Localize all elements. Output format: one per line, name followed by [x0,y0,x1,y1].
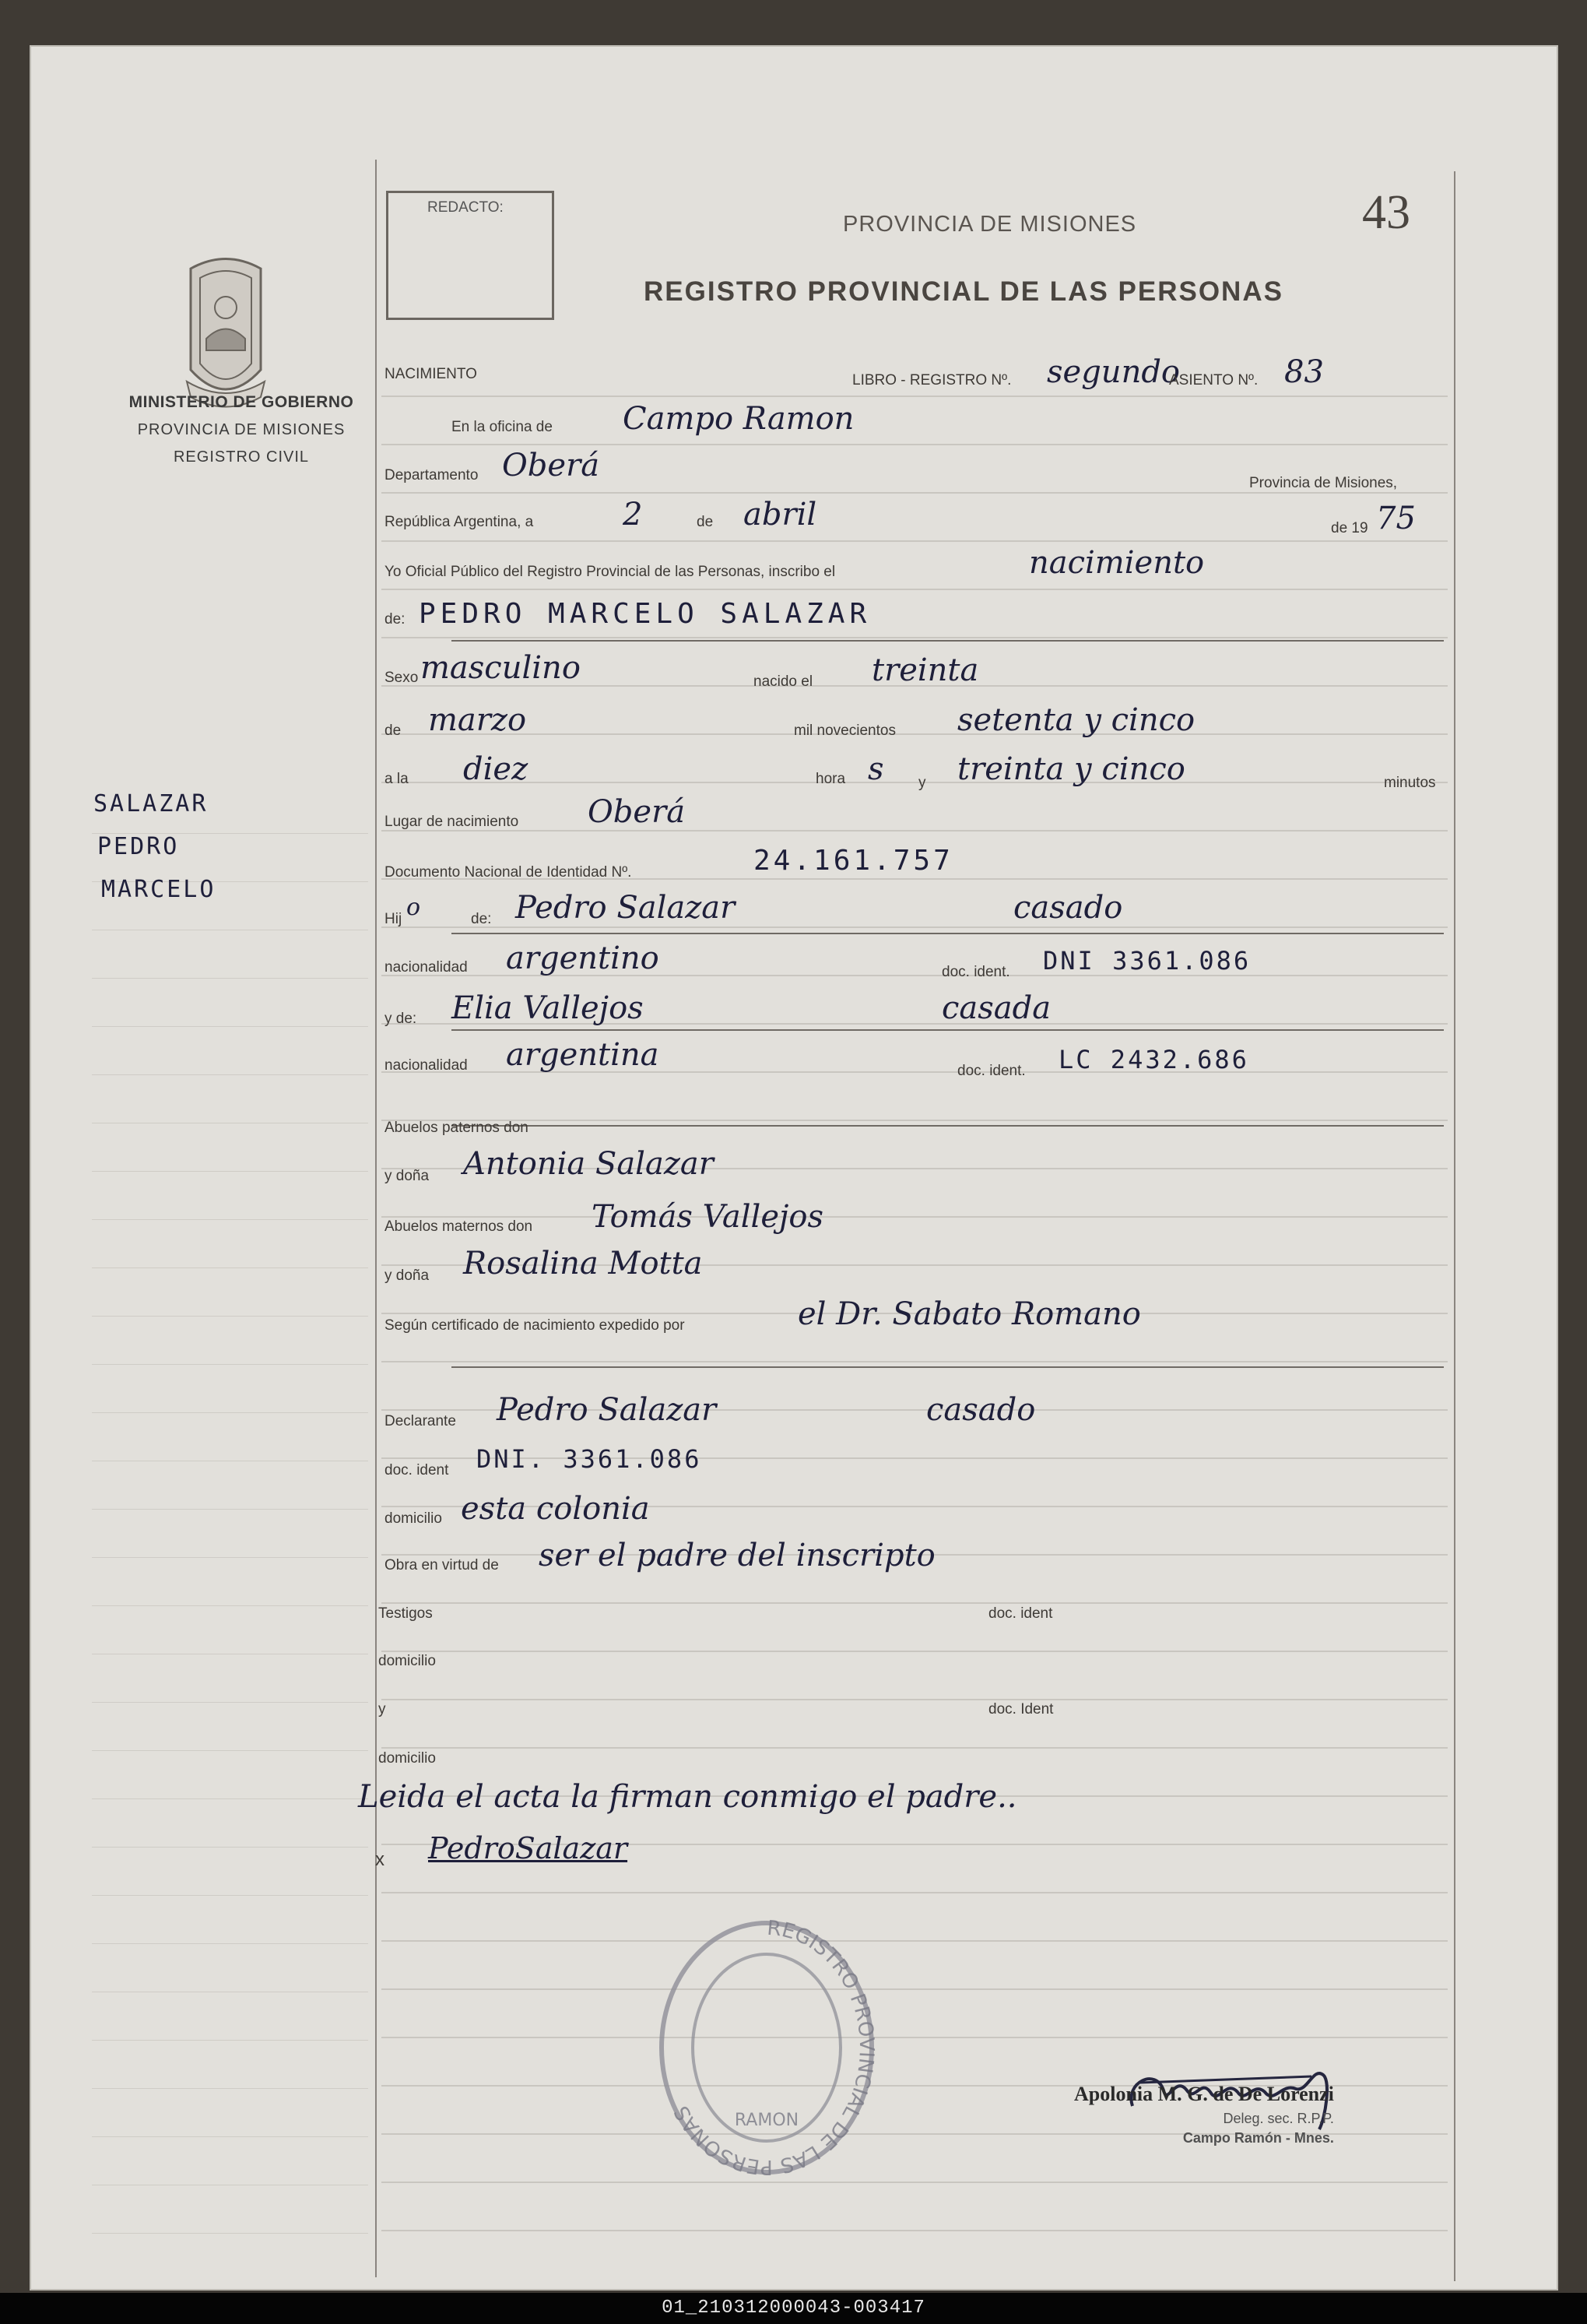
de-padre-label: de: [471,911,492,927]
horas-label: hora [816,771,846,787]
lugar-value: Oberá [588,794,686,830]
form-rule-line [381,1940,1448,1942]
form-rule-line [381,2037,1448,2038]
form-rule-line [381,926,1448,928]
margin-rule-line [92,1895,368,1896]
mes-value: abril [743,497,817,533]
declarante-estado: casado [926,1392,1036,1428]
folio-number: 43 [1362,186,1410,239]
margin-rule-line [92,2233,368,2234]
form-rule-line [381,1602,1448,1604]
form-rule-line [381,1988,1448,1990]
declarante-doc-value: DNI. 3361.086 [476,1444,702,1474]
form-rule-line [381,492,1448,494]
asiento-label: ASIENTO Nº. [1169,372,1259,389]
domicilio-label: domicilio [384,1510,442,1527]
libro-value: segundo [1047,354,1181,390]
nombre-value: PEDRO MARCELO SALAZAR [419,598,872,630]
form-rule-line [381,1216,1448,1218]
testigos-doc2-label: doc. Ident [988,1701,1054,1718]
madre-nacionalidad-label: nacionalidad [384,1057,468,1074]
testigos-doc-label: doc. ident [988,1605,1053,1622]
dia-value: 2 [623,497,643,533]
file-id-bar [0,2293,1587,2324]
ministry-line-3: REGISTRO CIVIL [173,448,310,466]
sexo-label: Sexo [384,670,419,686]
margin-rule-line [92,1605,368,1606]
registry-stamp [654,1915,880,2180]
de-mes-label: de [697,514,714,530]
nota-value: Leida el acta la firman conmigo el padre.. [358,1779,1017,1815]
testigos-domicilio2-label: domicilio [378,1750,436,1767]
form-rule-line [381,1120,1448,1121]
abuela-paterna-label: y doña [384,1168,430,1184]
registry-title: REGISTRO PROVINCIAL DE LAS PERSONAS [644,276,1283,307]
official-title: Deleg. sec. R.P.P. [1223,2111,1334,2126]
form-strong-rule [451,933,1444,934]
document-sheet [31,47,1557,2289]
abuela-paterna-value: Antonia Salazar [463,1146,714,1182]
margin-rule-line [92,1267,368,1268]
margin-rule-line [92,978,368,979]
margin-rule-line [92,1798,368,1799]
margin-rule-line [92,2136,368,2137]
departamento-value: Oberá [502,448,600,483]
form-strong-rule [451,1125,1444,1127]
madre-nacionalidad-value: argentina [506,1037,659,1073]
margin-note-surname: SALAZAR [93,790,209,817]
margin-note-name2: MARCELO [101,876,216,903]
hijo-label: Hij [384,911,402,927]
record-type-label: NACIMIENTO [384,366,477,382]
oficina-value: Campo Ramon [623,401,855,437]
firma-value: PedroSalazar [428,1831,628,1865]
margin-rule-line [92,1943,368,1944]
asiento-value: 83 [1284,354,1324,390]
stamp-arc-text: REGISTRO PROVINCIAL DE LAS PERSONAS [669,1916,879,2179]
testigos-label: Testigos [378,1605,433,1622]
obra-value: ser el padre del inscripto [539,1538,936,1573]
lugar-label: Lugar de nacimiento [384,814,519,830]
nacido-dia-value: treinta [872,652,979,688]
abuelo-materno-value: Tomás Vallejos [592,1199,824,1235]
padre-nacionalidad-label: nacionalidad [384,959,468,976]
ministry-header [117,393,366,466]
form-rule-line [381,589,1448,590]
form-rule-line [381,1892,1448,1893]
abuelos-paternos-label: Abuelos paternos don [384,1120,528,1136]
margin-rule-line [92,1750,368,1751]
abuela-materna-value: Rosalina Motta [463,1246,703,1282]
a-la-label: a la [384,771,409,787]
nacido-anio-value: setenta y cinco [957,702,1196,738]
domicilio-value: esta colonia [461,1491,650,1527]
ministry-line-1: MINISTERIO DE GOBIERNO [128,393,354,411]
form-rule-line [381,1361,1448,1362]
minutos-value: treinta y cinco [957,751,1185,787]
padre-estado: casado [1013,890,1123,926]
padre-doc-label: doc. ident. [942,964,1010,980]
margin-note-name1: PEDRO [97,833,180,860]
ministry-line-2: PROVINCIA DE MISIONES [137,421,346,438]
oficina-label: En la oficina de [451,419,553,435]
padre-doc-value: DNI 3361.086 [1043,946,1252,976]
oficial-label: Yo Oficial Público del Registro Provincial de las Personas, inscribo el [384,564,836,580]
firma-x: x [375,1849,384,1870]
form-rule-line [381,830,1448,832]
redacto-box [386,191,554,320]
minutos-label: minutos [1384,775,1436,791]
form-rule-line [381,2182,1448,2183]
republica-label: República Argentina, a [384,514,534,530]
dni-label: Documento Nacional de Identidad Nº. [384,864,632,881]
official-city: Campo Ramón - Mnes. [1182,2130,1334,2146]
right-column-rule [1454,171,1455,2281]
provincia-label: Provincia de Misiones, [1249,475,1398,491]
margin-rule-line [92,1074,368,1075]
form-rule-line [381,733,1448,735]
sexo-value: masculino [420,650,581,686]
de-nombre-label: de: [384,611,406,628]
form-strong-rule [451,640,1444,642]
margin-rule-line [92,2088,368,2089]
margin-rule-line [92,1026,368,1027]
margin-rule-line [92,1509,368,1510]
declarante-value: Pedro Salazar [497,1392,717,1428]
province-heading: PROVINCIA DE MISIONES [843,212,1137,237]
margin-rule-line [92,1412,368,1413]
madre-doc-label: doc. ident. [957,1063,1026,1079]
declarante-doc-label: doc. ident [384,1462,449,1478]
padre-nacionalidad-value: argentino [506,940,659,976]
form-rule-line [381,1699,1448,1700]
nacido-mes-value: marzo [428,702,527,738]
form-rule-line [381,637,1448,638]
testigos-y-label: y [378,1701,386,1718]
libro-label: LIBRO - REGISTRO Nº. [852,372,1012,389]
form-strong-rule [451,1366,1444,1368]
mil-novecientos-label: mil novecientos [794,723,896,739]
margin-rule-line [92,1219,368,1220]
testigos-domicilio-label: domicilio [378,1653,436,1669]
dni-value: 24.161.757 [753,845,953,877]
madre-value: Elia Vallejos [451,990,644,1026]
de-nacido-mes-label: de [384,723,402,739]
departamento-label: Departamento [384,467,479,483]
padre-value: Pedro Salazar [515,890,736,926]
form-rule-line [381,1651,1448,1652]
madre-estado: casada [942,990,1052,1026]
margin-rule-line [92,1364,368,1365]
certificado-value: el Dr. Sabato Romano [798,1296,1141,1332]
form-rule-line [381,2230,1448,2231]
margin-rule-line [92,1557,368,1558]
margin-rule-line [92,1171,368,1172]
margin-rule-line [92,1847,368,1848]
left-column-rule [375,160,377,2277]
form-rule-line [381,444,1448,445]
form-rule-line [381,540,1448,542]
de-anio-label: de 19 [1331,520,1368,536]
anio-value: 75 [1376,501,1416,536]
official-block [1074,2083,1334,2146]
y-minutos-label: y [918,775,926,791]
abuelos-maternos-label: Abuelos maternos don [384,1218,533,1235]
hijo-suffix: o [406,894,421,921]
inscribo-value: nacimiento [1029,545,1205,581]
certificado-label: Según certificado de nacimiento expedido por [384,1317,685,1334]
declarante-label: Declarante [384,1413,456,1429]
form-rule-line [381,1747,1448,1749]
margin-rule-line [92,2040,368,2041]
form-rule-line [381,782,1448,783]
hora-value: diez [463,751,528,787]
margin-rule-line [92,1316,368,1317]
abuela-materna-label: y doña [384,1267,430,1284]
official-name: Apolonia M. G. de De Lorenzi [1074,2083,1334,2105]
form-strong-rule [451,1029,1444,1031]
file-id: 01_210312000043-003417 [662,2298,925,2319]
madre-doc-value: LC 2432.686 [1059,1045,1249,1074]
horas-suffix: s [868,751,884,787]
margin-rule-line [92,1702,368,1703]
y-de-label: y de: [384,1011,417,1027]
redacto-label: REDACTO: [427,199,504,216]
nacido-label: nacido el [753,673,813,690]
stamp-inner-text: RAMON [734,2111,799,2130]
form-rule-line [381,396,1448,397]
obra-label: Obra en virtud de [384,1557,499,1573]
